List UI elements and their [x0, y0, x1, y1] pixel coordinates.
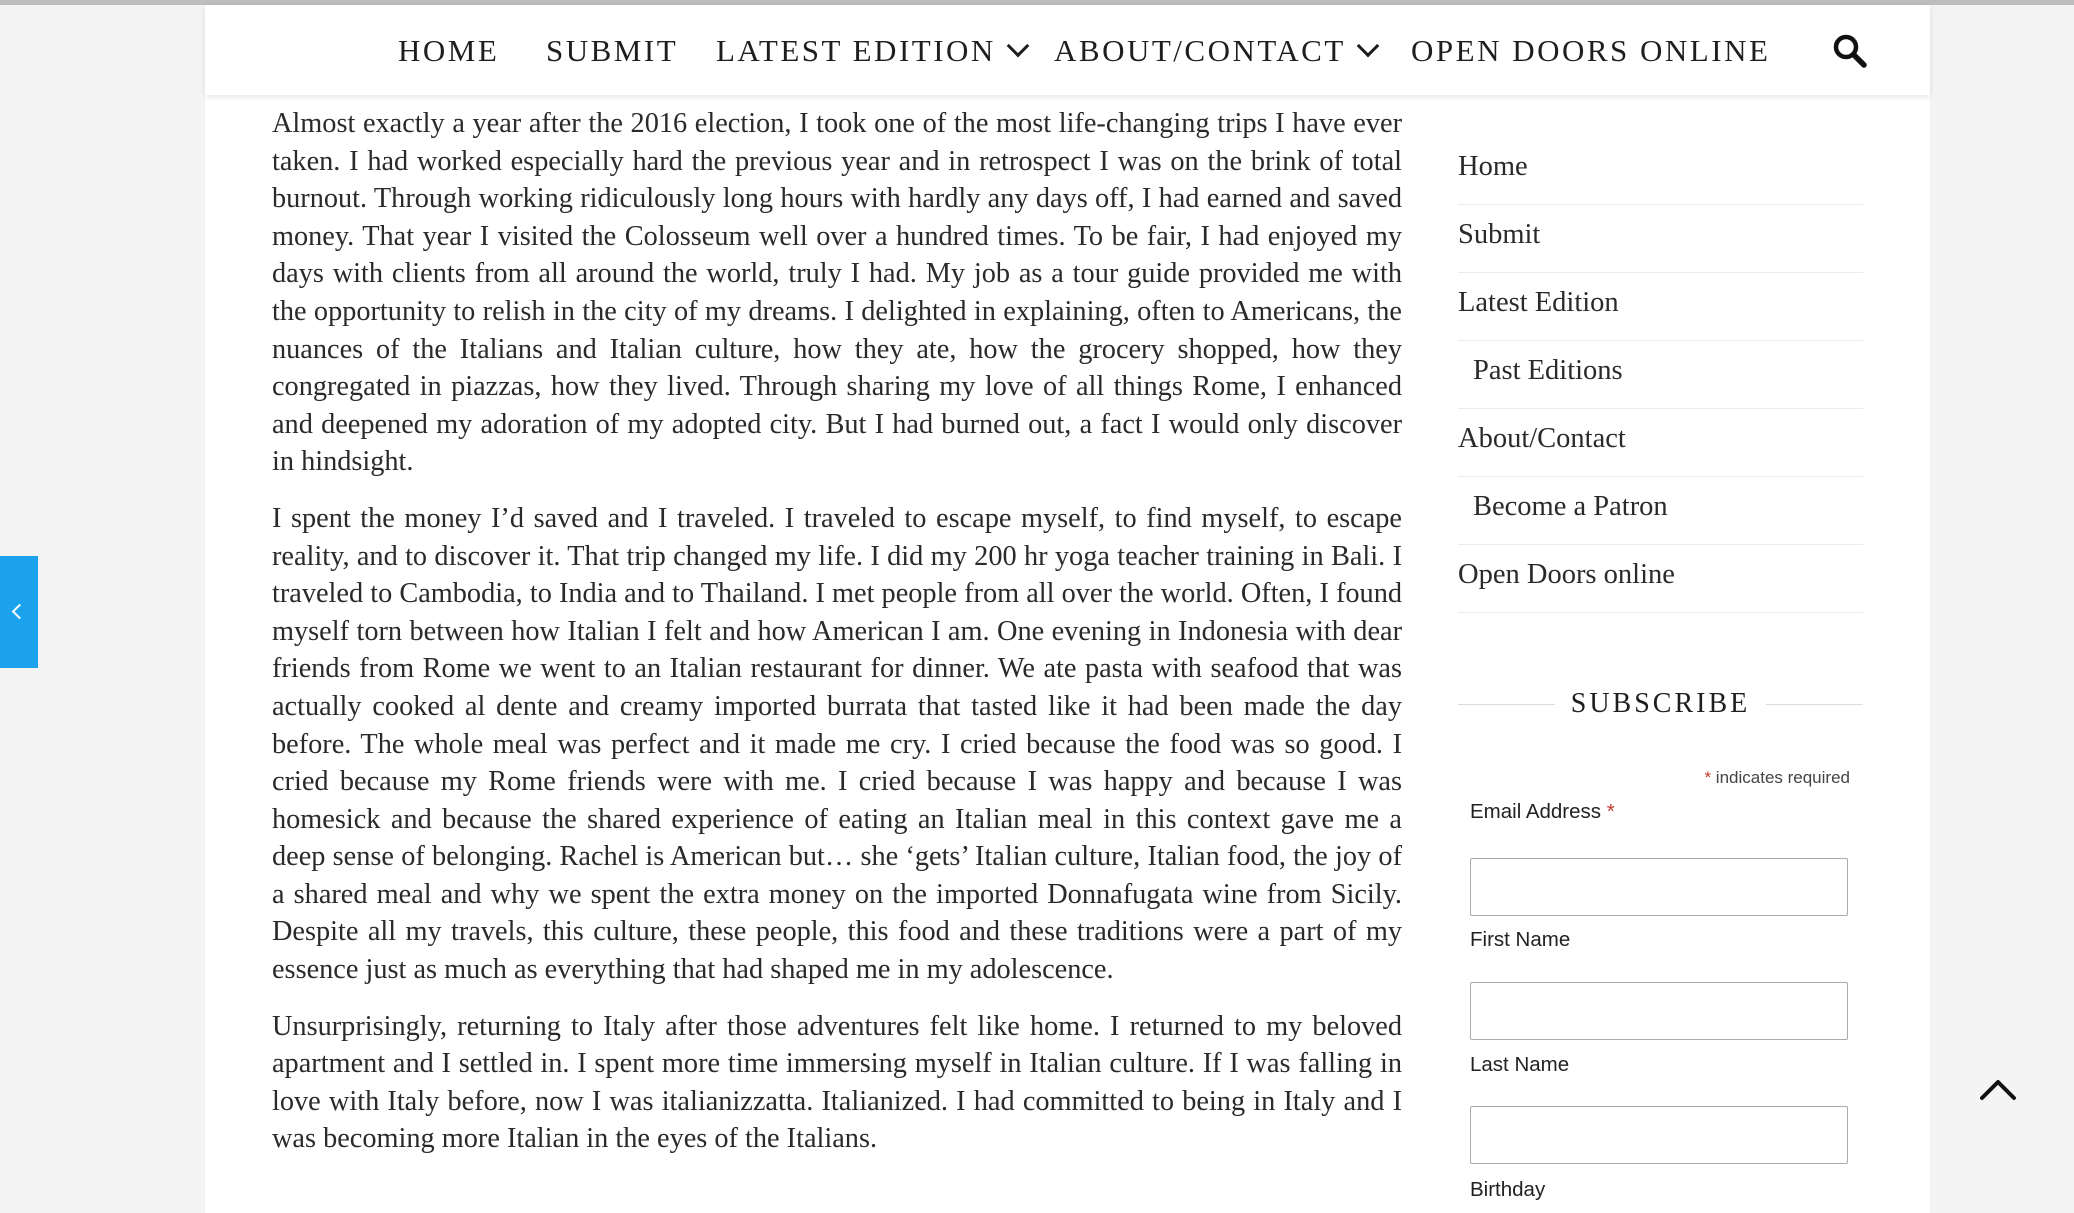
- email-field[interactable]: [1470, 858, 1848, 916]
- email-label: [1470, 800, 1615, 824]
- nav-about-contact-label: ABOUT/CONTACT: [1054, 33, 1346, 68]
- nav-home[interactable]: HOME: [398, 33, 500, 68]
- sidebar-item-about-contact[interactable]: About/Contact: [1458, 409, 1863, 477]
- email-label-text: Email Address: [1470, 800, 1602, 823]
- chevron-up-icon: [1976, 1070, 2020, 1110]
- search-button[interactable]: [1832, 33, 1872, 73]
- first-name-field[interactable]: [1470, 982, 1848, 1040]
- nav-submit[interactable]: SUBMIT: [546, 33, 679, 68]
- sidebar-item-open-doors-online[interactable]: Open Doors online: [1458, 545, 1863, 613]
- nav-about-contact[interactable]: [1054, 29, 1376, 73]
- chevron-down-icon: [1006, 35, 1029, 58]
- main-navigation: [205, 5, 1930, 95]
- nav-open-doors-online[interactable]: OPEN DOORS ONLINE: [1411, 33, 1771, 68]
- last-name-label: Last Name: [1470, 1053, 1570, 1076]
- sidebar-item-become-a-patron[interactable]: Become a Patron: [1458, 477, 1863, 545]
- required-star: *: [1704, 768, 1712, 787]
- email-required-star: *: [1606, 800, 1615, 823]
- sidebar-item-submit[interactable]: Submit: [1458, 205, 1863, 273]
- required-note-text: indicates required: [1715, 768, 1850, 787]
- first-name-label: First Name: [1470, 928, 1571, 951]
- nav-latest-edition-label: LATEST EDITION: [716, 33, 996, 68]
- article-paragraph: Almost exactly a year after the 2016 election, I took one of the most life-changing trips I have ever taken. I had worked especially hard the previous year and in retrospect I was on the brink of total burnout. Through working ridiculously long hours with hardly any days off, I had earned and saved money. That year I visited the Colosseum well over a hundred times. To be fair, I had enjoyed my days with clients from all around the world, truly I had. My job as a tour guide provided me with the opportunity to relish in the city of my dreams. I delighted in explaining, often to Americans, the nuances of the Italians and Italian culture, how they ate, how the grocery shopped, how they congregated in piazzas, how they lived. Through sharing my love of all things Rome, I enhanced and deepened my adoration of my adopted city. But I had burned out, a fact I would only discover in hindsight.: [272, 108, 1402, 478]
- sidebar-menu: [1458, 137, 1863, 613]
- article-paragraph: I spent the money I’d saved and I traveled. I traveled to escape myself, to find myself, to escape reality, and to discover it. That trip changed my life. I did my 200 hr yoga teacher training in Bali. I traveled to Cambodia, to India and to Thailand. I met people from all over the world. Often, I found myself torn between how Italian I felt and how American I am. One evening in Indonesia with dear friends from Rome we went to an Italian restaurant for dinner. We ate pasta with seafood that was actually cooked al dente and creamy imported burrata that tasted like it had been made the day before. The whole meal was perfect and it made me cry. I cried because the food was so good. I cried because my Rome friends were with me. I cried because I was happy and because I was homesick and because the shared experience of eating an Italian meal in this context gave me a deep sense of belonging. Rachel is American but… she ‘gets’ Italian culture, Italian food, the joy of a shared meal and why we spent the extra money on the imported Donnafugata wine from Sicily. Despite all my travels, this culture, these people, this food and these traditions were a part of my essence just as much as everything that had shaped me in my adolescence.: [272, 502, 1402, 986]
- birthday-label: Birthday: [1470, 1178, 1546, 1201]
- chevron-left-icon: [12, 604, 28, 620]
- chevron-down-icon: [1356, 35, 1379, 58]
- article-paragraph: Unsurprisingly, returning to Italy after those adventures felt like home. I returned to my beloved apartment and I settled in. I spent more time immersing myself in Italian culture. If I was falling in love with Italy before, now I was italianizzatta. Italianized. I had committed to being in Italy and I was becoming more Italian in the eyes of the Italians.: [272, 1010, 1402, 1155]
- sidebar-item-latest-edition[interactable]: Latest Edition: [1458, 273, 1863, 341]
- last-name-field[interactable]: [1470, 1106, 1848, 1164]
- sidebar-item-past-editions[interactable]: Past Editions: [1458, 341, 1863, 409]
- article-body: [272, 105, 1402, 1177]
- side-panel-toggle[interactable]: [0, 556, 38, 668]
- nav-latest-edition[interactable]: [716, 29, 1026, 73]
- search-icon: [1832, 33, 1868, 69]
- required-note: [1704, 768, 1850, 788]
- sidebar-item-home[interactable]: Home: [1458, 137, 1863, 205]
- back-to-top-button[interactable]: [1976, 1070, 2020, 1110]
- subscribe-heading: [1458, 682, 1863, 726]
- subscribe-title: SUBSCRIBE: [1570, 688, 1751, 719]
